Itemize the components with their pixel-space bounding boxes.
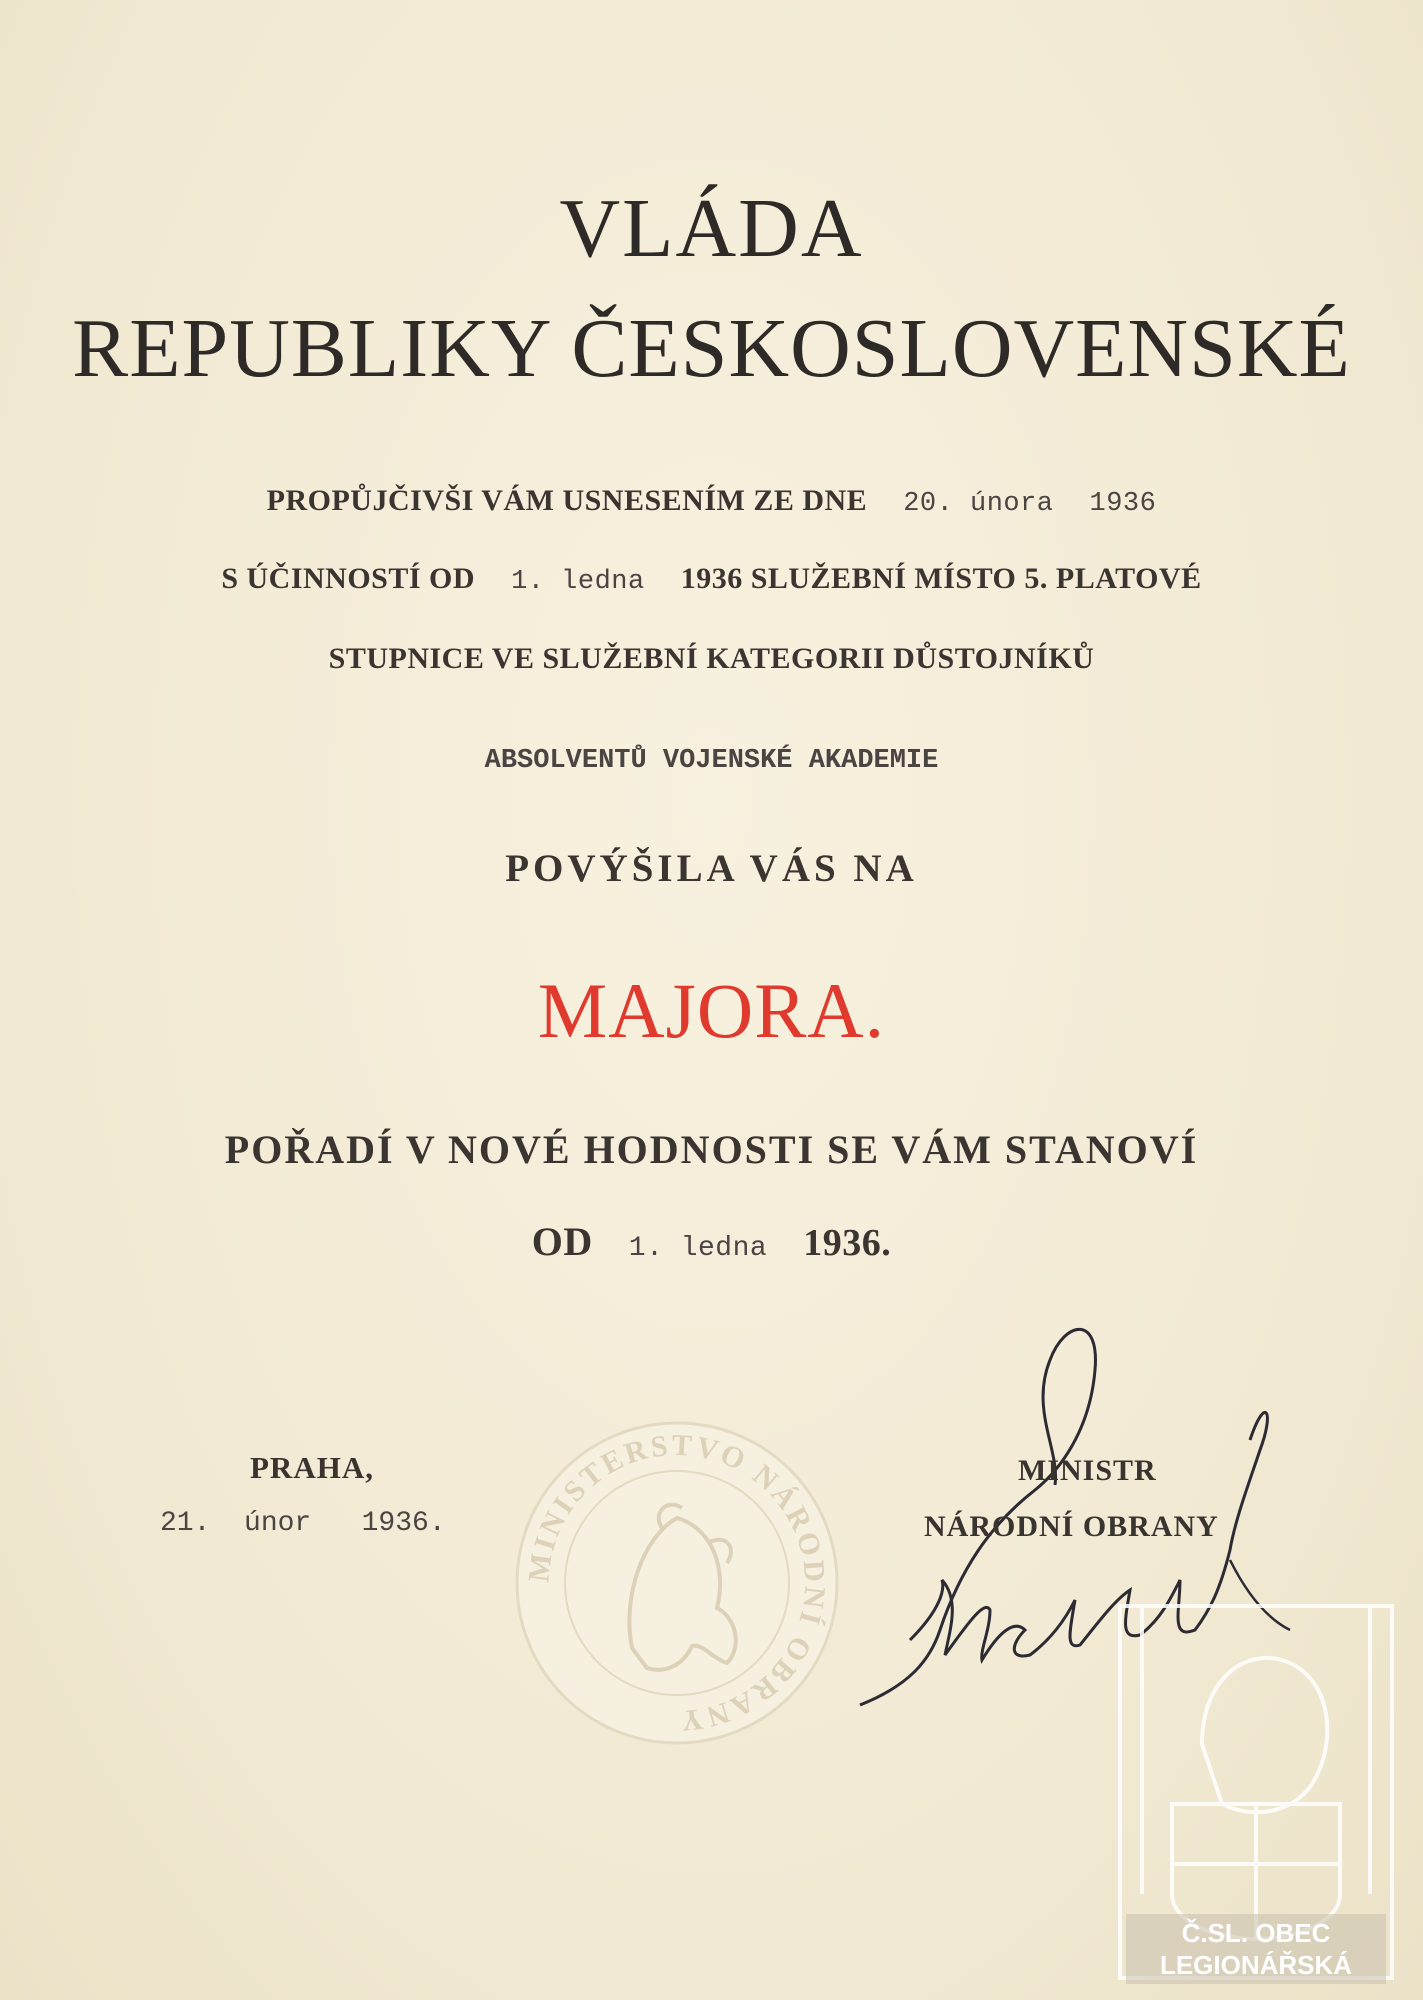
category-typed: ABSOLVENTŮ VOJENSKÉ AKADEMIE xyxy=(484,746,939,776)
effective-line xyxy=(0,562,1423,597)
effective-year: 1936 xyxy=(680,562,743,595)
category-line: STUPNICE VE SLUŽEBNÍ KATEGORII DŮSTOJNÍKŮ xyxy=(328,642,1095,675)
place-text: PRAHA, xyxy=(250,1450,374,1485)
resolution-line xyxy=(0,484,1423,519)
promoted-text: POVÝŠILA VÁS NA xyxy=(505,847,918,890)
resolution-prefix: PROPŮJČIVŠI VÁM USNESENÍM ZE DNE xyxy=(266,484,868,517)
effective-date-day: 1. ledna xyxy=(511,567,645,597)
order-date-line xyxy=(0,1218,1423,1265)
order-year: 1936. xyxy=(803,1222,892,1264)
order-date-day: 1. ledna xyxy=(628,1233,768,1264)
issue-date: 21. únor 1936. xyxy=(160,1508,446,1539)
resolution-date-year: 1936 xyxy=(1089,489,1157,519)
order-text: POŘADÍ V NOVÉ HODNOSTI SE VÁM STANOVÍ xyxy=(224,1127,1199,1172)
signatory-ministry: NÁRODNÍ OBRANY xyxy=(924,1510,1219,1543)
signatory-title: MINISTR xyxy=(1018,1454,1157,1487)
heading-republic: REPUBLIKY ČESKOSLOVENSKÉ xyxy=(72,302,1351,395)
heading-vlada: VLÁDA xyxy=(559,182,864,275)
watermark-line1: Č.SL. OBEC xyxy=(1181,1918,1331,1948)
effective-suffix: SLUŽEBNÍ MÍSTO 5. PLATOVÉ xyxy=(750,562,1202,595)
embossed-lion-seal-icon xyxy=(512,1418,842,1748)
seal-text: MINISTERSTVO NÁRODNÍ OBRANY xyxy=(522,1428,832,1738)
rank-title: MAJORA. xyxy=(537,967,886,1054)
effective-prefix: S ÚČINNOSTÍ OD xyxy=(221,562,476,595)
order-from: OD xyxy=(531,1219,593,1264)
resolution-date-day: 20. února xyxy=(903,489,1054,519)
watermark-line2: LEGIONÁŘSKÁ xyxy=(1159,1950,1353,1980)
legion-emblem-icon xyxy=(1112,1594,1400,1990)
